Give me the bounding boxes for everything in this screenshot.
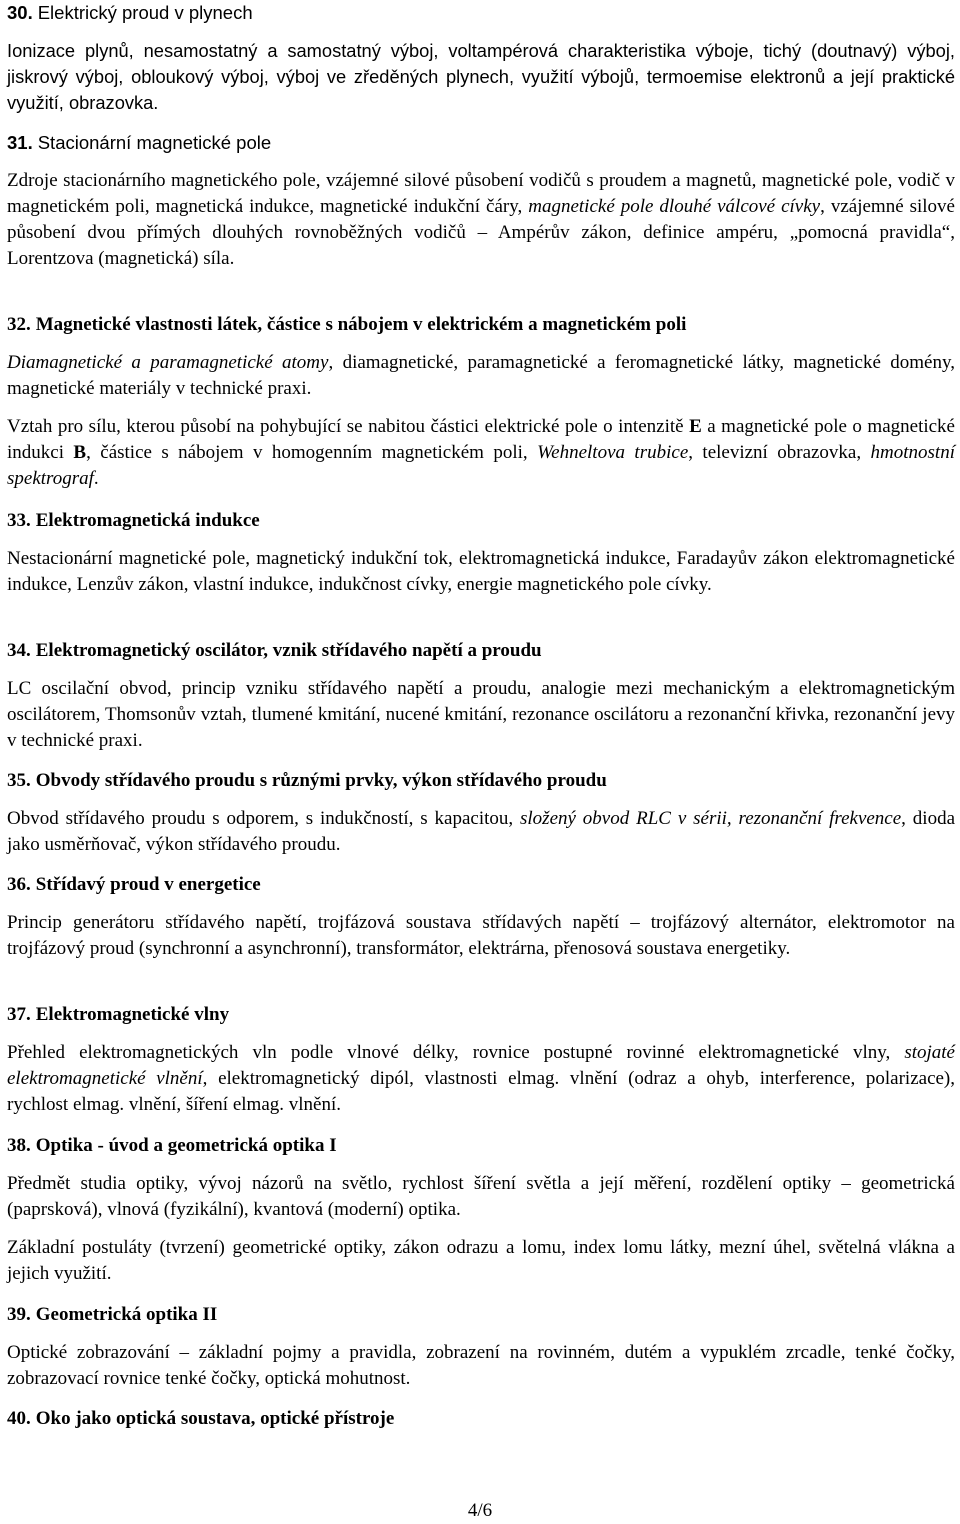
section-title: Obvody střídavého proudu s různými prvky, výkon střídavého proudu [35,770,607,791]
text-run: LC oscilační obvod, princip vzniku střídavého napětí a proudu, analogie mezi mechanickým a elektromagnetickým oscilátorem, Thomsonův vztah, tlumené kmitání, nucené kmitání, rezonance oscilátoru a rezonanční křivka, rezonanční jevy v technické praxi. [7,678,955,751]
section-title: Oko jako optická soustava, optické přístroje [35,1408,395,1429]
text-run: , televizní obrazovka, [688,442,871,463]
paragraph [7,1171,955,1223]
paragraph [7,168,955,272]
section-31 [7,130,955,272]
section-number: 38. [7,1135,31,1156]
section-number: 31. [7,132,33,153]
section-title: Geometrická optika II [35,1304,218,1325]
text-run: a magnetické pole o magnetické indukci [7,416,955,463]
text-run: , elektromagnetický dipól, vlastnosti elmag. vlnění (odraz a ohyb, interference, polarizace), rychlost elmag. vlnění, šíření elmag. vlnění. [7,1068,956,1115]
text-run-italic: Wehneltova trubice [537,442,689,463]
section-title: Střídavý proud v energetice [35,874,261,895]
section-40 [7,1406,955,1432]
text-run-italic: stojaté elektromagnetické vlnění [7,1042,955,1089]
section-number: 33. [7,510,31,531]
section-heading [7,130,955,156]
section-title: Stacionární magnetické pole [37,132,272,153]
text-run: Vztah pro sílu, kterou působí na pohybující se nabitou částici elektrické pole o intenzitě [7,416,690,437]
section-heading [7,0,955,26]
text-run-italic: hmotnostní spektrograf [7,442,955,489]
section-title: Magnetické vlastnosti látek, částice s nábojem v elektrickém a magnetickém poli [35,314,687,335]
paragraph [7,1235,955,1287]
symbol-E: E [689,416,702,437]
section-30 [7,0,955,116]
text-run-italic: magnetické pole dlouhé válcové cívky [528,196,821,217]
section-33 [7,508,955,598]
section-title: Elektromagnetické vlny [35,1004,230,1025]
text-run-italic: Diamagnetické a paramagnetické atomy [7,352,329,373]
section-number: 39. [7,1304,31,1325]
section-heading [7,312,955,338]
section-38 [7,1133,955,1287]
text-run: Základní postuláty (tvrzení) geometrické optiky, zákon odrazu a lomu, index lomu látky, mezní úhel, světelná vlákna a jejich využití. [7,1237,955,1284]
paragraph [7,910,955,962]
page-number: 4/6 [467,1500,493,1521]
section-number: 32. [7,314,31,335]
paragraph [7,676,955,754]
section-number: 34. [7,640,31,661]
text-run: . [93,468,99,489]
text-run: Princip generátoru střídavého napětí, trojfázová soustava střídavých napětí – trojfázový alternátor, elektromotor na trojfázový proud (synchronní a asynchronní), transformátor, elektrárna, přenosová soustava energetiky. [7,912,955,959]
text-run: Ionizace plynů, nesamostatný a samostatný výboj, voltampérová charakteristika výboje, tichý (doutnavý) výboj, jiskrový výboj, obloukový výboj, výboj ve zředěných plynech, využití výbojů, termoemise elektronů a její praktické využití, obrazovka. [7,40,955,113]
text-run: Optické zobrazování – základní pojmy a pravidla, zobrazení na rovinném, dutém a vypuklém zrcadle, tenké čočky, zobrazovací rovnice tenké čočky, optická mohutnost. [7,1342,955,1389]
section-number: 35. [7,770,31,791]
paragraph [7,1340,955,1392]
symbol-B: B [73,442,87,463]
section-number: 37. [7,1004,31,1025]
text-run: , diamagnetické, paramagnetické a feromagnetické látky, magnetické domény, magnetické materiály v technické praxi. [7,352,955,399]
section-number: 30. [7,2,33,23]
section-heading [7,1302,955,1328]
section-37 [7,1002,955,1118]
text-run: , částice s nábojem v homogenním magnetickém poli, [86,442,538,463]
section-title: Elektrický proud v plynech [37,2,253,23]
section-heading [7,1406,955,1432]
section-number: 40. [7,1408,31,1429]
section-36 [7,872,955,962]
section-39 [7,1302,955,1392]
text-run-italic: složený obvod RLC v sérii, rezonanční frekvence [520,808,902,829]
paragraph [7,1040,955,1118]
section-34 [7,638,955,754]
section-heading [7,768,955,794]
text-run: Obvod střídavého proudu s odporem, s indukčností, s kapacitou, [7,808,520,829]
paragraph [7,414,955,492]
section-title: Elektromagnetický oscilátor, vznik střídavého napětí a proudu [35,640,542,661]
section-heading [7,1133,955,1159]
paragraph [7,546,955,598]
paragraph [7,806,955,858]
text-run: Nestacionární magnetické pole, magnetický indukční tok, elektromagnetická indukce, Faradayův zákon elektromagnetické indukce, Lenzův zákon, vlastní indukce, indukčnost cívky, energie magnetického pole cívky. [7,548,955,595]
text-run: , dioda jako usměrňovač, výkon střídavého proudu. [7,808,956,855]
section-heading [7,638,955,664]
text-run: Přehled elektromagnetických vln podle vlnové délky, rovnice postupné rovinné elektromagnetické vlny, [7,1042,905,1063]
section-heading [7,872,955,898]
section-title: Optika - úvod a geometrická optika I [35,1135,337,1156]
section-32 [7,312,955,492]
paragraph [7,38,955,116]
section-heading [7,508,955,534]
section-title: Elektromagnetická indukce [35,510,260,531]
text-run: , vzájemné silové působení dvou přímých dlouhých rovnoběžných vodičů – Ampérův zákon, definice ampéru, „pomocná pravidla“, Lorentzova (magnetická) síla. [7,196,955,269]
section-number: 36. [7,874,31,895]
text-run: Zdroje stacionárního magnetického pole, vzájemné silové působení vodičů s proudem a magnetů, magnetické pole, vodič v magnetickém poli, magnetická indukce, magnetické indukční čáry, [7,170,955,217]
section-heading [7,1002,955,1028]
text-run: Předmět studia optiky, vývoj názorů na světlo, rychlost šíření světla a její měření, rozdělení optiky – geometrická (paprsková), vlnová (fyzikální), kvantová (moderní) optika. [7,1173,955,1220]
paragraph [7,350,955,402]
section-35 [7,768,955,858]
